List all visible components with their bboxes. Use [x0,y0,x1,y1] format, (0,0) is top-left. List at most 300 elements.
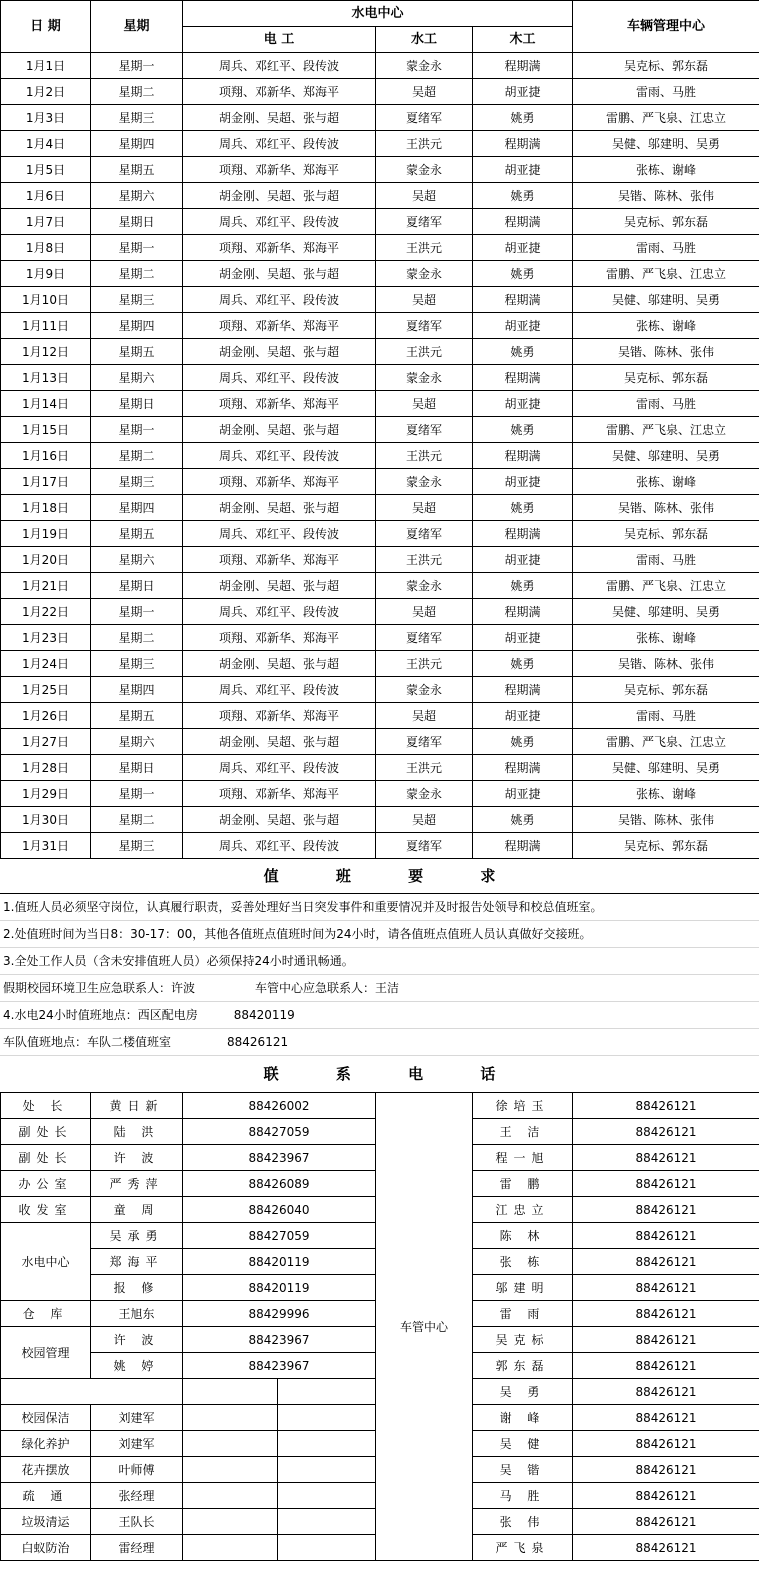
vehicle-staff-name: 吴 锴 [473,1457,573,1483]
fleet-duty-location: 车队值班地点：车队二楼值班室 [3,1035,172,1049]
plumber-cell: 王洪元 [376,547,473,573]
carpenter-cell: 程期满 [473,365,573,391]
plumber-cell: 王洪元 [376,755,473,781]
contacts-body [1,1093,759,1561]
vehicle-staff-cell: 张栋、谢峰 [573,157,759,183]
contact-dept: 办公室 [1,1171,91,1197]
contact-dept: 处 长 [1,1093,91,1119]
contact-name: 许 波 [91,1145,183,1171]
date-cell: 1月27日 [1,729,91,755]
date-cell: 1月15日 [1,417,91,443]
contact-phone: 88427059 [183,1223,376,1249]
table-row [1,599,759,625]
contact-name: 叶师傅 [91,1457,183,1483]
weekday-cell: 星期三 [91,469,183,495]
requirement-item-2: 2.处值班时间为当日8：30-17：00，其他各值班点值班时间为24小时，请各值班点值班人员认真做好交接班。 [0,921,759,948]
blank-cell [183,1431,278,1457]
electrician-cell: 项翔、邓新华、郑海平 [183,781,376,807]
plumber-cell: 夏绪军 [376,105,473,131]
vehicle-staff-cell: 雷雨、马胜 [573,79,759,105]
weekday-cell: 星期日 [91,755,183,781]
vehicle-staff-cell: 吴克标、郭东磊 [573,833,759,859]
date-cell: 1月24日 [1,651,91,677]
vehicle-staff-cell: 雷雨、马胜 [573,703,759,729]
contact-name: 雷经理 [91,1535,183,1561]
date-cell: 1月4日 [1,131,91,157]
blank-cell [278,1509,376,1535]
weekday-cell: 星期四 [91,313,183,339]
carpenter-cell: 姚勇 [473,339,573,365]
weekday-cell: 星期五 [91,339,183,365]
table-row [1,781,759,807]
vehicle-staff-cell: 吴克标、郭东磊 [573,677,759,703]
plumber-cell: 吴超 [376,495,473,521]
table-row [1,677,759,703]
contact-name: 陆 洪 [91,1119,183,1145]
plumber-cell: 夏绪军 [376,625,473,651]
plumber-cell: 夏绪军 [376,313,473,339]
weekday-cell: 星期日 [91,573,183,599]
vehicle-staff-cell: 张栋、谢峰 [573,469,759,495]
header-electrician: 电 工 [183,27,376,53]
contact-name: 吴承勇 [91,1223,183,1249]
contact-phone: 88427059 [183,1119,376,1145]
carpenter-cell: 程期满 [473,521,573,547]
vehicle-staff-name: 谢 峰 [473,1405,573,1431]
carpenter-cell: 程期满 [473,443,573,469]
table-row [1,391,759,417]
plumber-cell: 吴超 [376,183,473,209]
table-row [1,235,759,261]
electrician-cell: 周兵、邓红平、段传波 [183,521,376,547]
vehicle-staff-cell: 吴健、邬建明、吴勇 [573,287,759,313]
blank-cell [183,1509,278,1535]
weekday-cell: 星期二 [91,625,183,651]
table-row [1,729,759,755]
date-cell: 1月28日 [1,755,91,781]
weekday-cell: 星期六 [91,547,183,573]
weekday-cell: 星期四 [91,677,183,703]
contact-dept: 校园管理 [1,1327,91,1379]
weekday-cell: 星期二 [91,261,183,287]
table-row [1,807,759,833]
plumber-cell: 夏绪军 [376,729,473,755]
plumber-cell: 蒙金永 [376,53,473,79]
weekday-cell: 星期二 [91,79,183,105]
weekday-cell: 星期六 [91,729,183,755]
vehicle-staff-cell: 雷雨、马胜 [573,235,759,261]
plumber-cell: 吴超 [376,287,473,313]
vehicle-staff-name: 雷 鹏 [473,1171,573,1197]
carpenter-cell: 胡亚捷 [473,157,573,183]
contact-dept: 绿化养护 [1,1431,91,1457]
electrician-cell: 周兵、邓红平、段传波 [183,209,376,235]
plumber-cell: 蒙金永 [376,365,473,391]
weekday-cell: 星期六 [91,183,183,209]
date-cell: 1月13日 [1,365,91,391]
table-row [1,313,759,339]
table-row [1,547,759,573]
carpenter-cell: 程期满 [473,599,573,625]
contact-phone: 88423967 [183,1353,376,1379]
vehicle-staff-cell: 吴克标、郭东磊 [573,521,759,547]
electrician-cell: 周兵、邓红平、段传波 [183,755,376,781]
vehicle-staff-name: 邬建明 [473,1275,573,1301]
carpenter-cell: 程期满 [473,131,573,157]
blank-cell [183,1483,278,1509]
electrician-cell: 周兵、邓红平、段传波 [183,599,376,625]
electrician-cell: 周兵、邓红平、段传波 [183,131,376,157]
requirements-title: 值 班 要 求 [0,859,759,894]
vehicle-staff-name: 张 伟 [473,1509,573,1535]
vehicle-staff-name: 郭东磊 [473,1353,573,1379]
table-row [1,157,759,183]
vehicle-staff-name: 雷 雨 [473,1301,573,1327]
table-row [1,209,759,235]
vehicle-staff-cell: 吴克标、郭东磊 [573,53,759,79]
contact-name: 姚 婷 [91,1353,183,1379]
vehicle-staff-name: 徐培玉 [473,1093,573,1119]
date-cell: 1月31日 [1,833,91,859]
table-row [1,443,759,469]
contact-name: 王队长 [91,1509,183,1535]
plumber-cell: 夏绪军 [376,521,473,547]
contact-phone: 88420119 [183,1275,376,1301]
fleet-duty-phone: 88426121 [227,1035,289,1049]
vehicle-staff-phone: 88426121 [573,1197,759,1223]
weekday-cell: 星期四 [91,495,183,521]
date-cell: 1月16日 [1,443,91,469]
contact-dept: 副处长 [1,1145,91,1171]
date-cell: 1月25日 [1,677,91,703]
list-item [1,1093,759,1119]
contact-dept: 疏 通 [1,1483,91,1509]
utility-duty-location: 4.水电24小时值班地点：西区配电房 [3,1008,198,1022]
weekday-cell: 星期日 [91,391,183,417]
header-utility-center: 水电中心 [183,1,573,27]
date-cell: 1月3日 [1,105,91,131]
plumber-cell: 王洪元 [376,339,473,365]
electrician-cell: 胡金刚、吴超、张与超 [183,573,376,599]
vehicle-staff-name: 吴 健 [473,1431,573,1457]
vehicle-staff-cell: 雷鹏、严飞泉、江忠立 [573,417,759,443]
contact-name: 报 修 [91,1275,183,1301]
vehicle-staff-phone: 88426121 [573,1223,759,1249]
carpenter-cell: 姚勇 [473,495,573,521]
vehicle-staff-cell: 张栋、谢峰 [573,781,759,807]
vehicle-staff-phone: 88426121 [573,1327,759,1353]
date-cell: 1月8日 [1,235,91,261]
vehicle-staff-phone: 88426121 [573,1457,759,1483]
carpenter-cell: 胡亚捷 [473,79,573,105]
electrician-cell: 项翔、邓新华、郑海平 [183,547,376,573]
utility-duty-phone: 88420119 [233,1008,295,1022]
contact-dept: 校园保洁 [1,1405,91,1431]
electrician-cell: 周兵、邓红平、段传波 [183,677,376,703]
date-cell: 1月18日 [1,495,91,521]
plumber-cell: 王洪元 [376,131,473,157]
vehicle-staff-cell: 吴健、邬建明、吴勇 [573,599,759,625]
vehicle-staff-cell: 吴克标、郭东磊 [573,209,759,235]
contact-name: 许 波 [91,1327,183,1353]
carpenter-cell: 胡亚捷 [473,313,573,339]
date-cell: 1月22日 [1,599,91,625]
plumber-cell: 蒙金永 [376,469,473,495]
date-cell: 1月9日 [1,261,91,287]
plumber-cell: 吴超 [376,703,473,729]
weekday-cell: 星期一 [91,235,183,261]
electrician-cell: 周兵、邓红平、段传波 [183,833,376,859]
carpenter-cell: 胡亚捷 [473,625,573,651]
date-cell: 1月30日 [1,807,91,833]
plumber-cell: 王洪元 [376,235,473,261]
fleet-duty-line [0,1029,759,1056]
weekday-cell: 星期五 [91,521,183,547]
contact-name: 黄日新 [91,1093,183,1119]
table-row [1,833,759,859]
table-row [1,703,759,729]
plumber-cell: 王洪元 [376,651,473,677]
electrician-cell: 胡金刚、吴超、张与超 [183,651,376,677]
contact-name: 张经理 [91,1483,183,1509]
date-cell: 1月10日 [1,287,91,313]
table-row [1,79,759,105]
date-cell: 1月7日 [1,209,91,235]
contact-name: 郑海平 [91,1249,183,1275]
date-cell: 1月20日 [1,547,91,573]
date-cell: 1月2日 [1,79,91,105]
electrician-cell: 胡金刚、吴超、张与超 [183,183,376,209]
table-row [1,365,759,391]
vehicle-staff-phone: 88426121 [573,1483,759,1509]
carpenter-cell: 胡亚捷 [473,391,573,417]
vehicle-staff-cell: 雷鹏、严飞泉、江忠立 [573,105,759,131]
weekday-cell: 星期五 [91,703,183,729]
weekday-cell: 星期日 [91,209,183,235]
vehicle-staff-name: 严飞泉 [473,1535,573,1561]
plumber-cell: 吴超 [376,807,473,833]
table-row [1,469,759,495]
header-carpenter: 木工 [473,27,573,53]
header-date: 日 期 [1,1,91,53]
date-cell: 1月21日 [1,573,91,599]
table-row [1,287,759,313]
vehicle-staff-cell: 雷鹏、严飞泉、江忠立 [573,261,759,287]
vehicle-staff-phone: 88426121 [573,1249,759,1275]
vehicle-staff-name: 江忠立 [473,1197,573,1223]
electrician-cell: 胡金刚、吴超、张与超 [183,417,376,443]
plumber-cell: 夏绪军 [376,209,473,235]
vehicle-staff-name: 王 洁 [473,1119,573,1145]
weekday-cell: 星期三 [91,651,183,677]
blank-cell [1,1379,183,1405]
contact-phone: 88423967 [183,1327,376,1353]
plumber-cell: 蒙金永 [376,781,473,807]
vehicle-staff-phone: 88426121 [573,1431,759,1457]
date-cell: 1月6日 [1,183,91,209]
electrician-cell: 项翔、邓新华、郑海平 [183,235,376,261]
vehicle-staff-cell: 吴锴、陈林、张伟 [573,651,759,677]
requirement-item-1: 1.值班人员必须坚守岗位，认真履行职责，妥善处理好当日突发事件和重要情况并及时报告处领导和校总值班室。 [0,894,759,921]
table-row [1,131,759,157]
date-cell: 1月14日 [1,391,91,417]
electrician-cell: 胡金刚、吴超、张与超 [183,339,376,365]
carpenter-cell: 姚勇 [473,105,573,131]
vehicle-staff-phone: 88426121 [573,1379,759,1405]
plumber-cell: 吴超 [376,599,473,625]
electrician-cell: 项翔、邓新华、郑海平 [183,79,376,105]
table-row [1,53,759,79]
plumber-cell: 蒙金永 [376,573,473,599]
weekday-cell: 星期三 [91,287,183,313]
carpenter-cell: 姚勇 [473,729,573,755]
carpenter-cell: 程期满 [473,209,573,235]
vehicle-staff-name: 张 栋 [473,1249,573,1275]
contacts-table [0,1092,759,1561]
date-cell: 1月23日 [1,625,91,651]
contacts-title: 联 系 电 话 [263,1065,496,1083]
contact-dept: 仓 库 [1,1301,91,1327]
contact-phone: 88420119 [183,1249,376,1275]
electrician-cell: 胡金刚、吴超、张与超 [183,729,376,755]
vehicle-staff-cell: 吴健、邬建明、吴勇 [573,755,759,781]
vehicle-center-label: 车管中心 [376,1093,473,1561]
carpenter-cell: 姚勇 [473,261,573,287]
contact-phone: 88426040 [183,1197,376,1223]
date-cell: 1月26日 [1,703,91,729]
table-row [1,261,759,287]
blank-cell [183,1457,278,1483]
table-row [1,183,759,209]
weekday-cell: 星期二 [91,807,183,833]
electrician-cell: 胡金刚、吴超、张与超 [183,495,376,521]
contact-dept: 副处长 [1,1119,91,1145]
vehicle-staff-phone: 88426121 [573,1093,759,1119]
vehicle-staff-name: 吴 勇 [473,1379,573,1405]
electrician-cell: 项翔、邓新华、郑海平 [183,703,376,729]
vehicle-staff-cell: 吴锴、陈林、张伟 [573,339,759,365]
date-cell: 1月5日 [1,157,91,183]
blank-cell [278,1535,376,1561]
contact-phone: 88426002 [183,1093,376,1119]
plumber-cell: 夏绪军 [376,833,473,859]
electrician-cell: 周兵、邓红平、段传波 [183,365,376,391]
weekday-cell: 星期一 [91,417,183,443]
contact-dept: 白蚁防治 [1,1535,91,1561]
weekday-cell: 星期五 [91,157,183,183]
contact-phone: 88429996 [183,1301,376,1327]
table-row [1,339,759,365]
blank-cell [183,1379,278,1405]
weekday-cell: 星期一 [91,53,183,79]
electrician-cell: 项翔、邓新华、郑海平 [183,313,376,339]
electrician-cell: 胡金刚、吴超、张与超 [183,807,376,833]
vehicle-staff-phone: 88426121 [573,1119,759,1145]
contact-name: 王旭东 [91,1301,183,1327]
carpenter-cell: 胡亚捷 [473,235,573,261]
vehicle-staff-phone: 88426121 [573,1353,759,1379]
weekday-cell: 星期六 [91,365,183,391]
carpenter-cell: 胡亚捷 [473,781,573,807]
carpenter-cell: 程期满 [473,53,573,79]
carpenter-cell: 姚勇 [473,417,573,443]
plumber-cell: 蒙金永 [376,677,473,703]
table-row [1,105,759,131]
blank-cell [278,1379,376,1405]
carpenter-cell: 胡亚捷 [473,469,573,495]
electrician-cell: 周兵、邓红平、段传波 [183,53,376,79]
vehicle-staff-phone: 88426121 [573,1145,759,1171]
vehicle-staff-cell: 吴健、邬建明、吴勇 [573,131,759,157]
carpenter-cell: 姚勇 [473,651,573,677]
vehicle-staff-cell: 张栋、谢峰 [573,313,759,339]
vehicle-staff-phone: 88426121 [573,1405,759,1431]
vehicle-staff-name: 陈 林 [473,1223,573,1249]
plumber-cell: 王洪元 [376,443,473,469]
carpenter-cell: 姚勇 [473,183,573,209]
contact-name: 刘建军 [91,1405,183,1431]
vehicle-staff-cell: 吴锴、陈林、张伟 [573,183,759,209]
plumber-cell: 蒙金永 [376,261,473,287]
carpenter-cell: 程期满 [473,755,573,781]
electrician-cell: 项翔、邓新华、郑海平 [183,157,376,183]
vehicle-staff-name: 程一旭 [473,1145,573,1171]
electrician-cell: 胡金刚、吴超、张与超 [183,261,376,287]
carpenter-cell: 程期满 [473,677,573,703]
contact-dept: 水电中心 [1,1223,91,1301]
blank-cell [278,1483,376,1509]
contact-name: 童 周 [91,1197,183,1223]
table-row [1,495,759,521]
table-row [1,521,759,547]
electrician-cell: 项翔、邓新华、郑海平 [183,469,376,495]
weekday-cell: 星期一 [91,781,183,807]
electrician-cell: 项翔、邓新华、郑海平 [183,625,376,651]
vehicle-staff-cell: 雷鹏、严飞泉、江忠立 [573,729,759,755]
weekday-cell: 星期三 [91,105,183,131]
date-cell: 1月19日 [1,521,91,547]
vehicle-staff-name: 马 胜 [473,1483,573,1509]
header-vehicle-center: 车辆管理中心 [573,1,759,53]
blank-cell [278,1405,376,1431]
vehicle-staff-cell: 雷雨、马胜 [573,391,759,417]
carpenter-cell: 胡亚捷 [473,703,573,729]
table-row [1,755,759,781]
plumber-cell: 夏绪军 [376,417,473,443]
plumber-cell: 吴超 [376,79,473,105]
weekday-cell: 星期三 [91,833,183,859]
blank-cell [183,1535,278,1561]
carpenter-cell: 姚勇 [473,573,573,599]
requirement-item-4 [0,1002,759,1029]
contact-phone: 88426089 [183,1171,376,1197]
blank-cell [278,1431,376,1457]
contact-dept: 收发室 [1,1197,91,1223]
date-cell: 1月1日 [1,53,91,79]
electrician-cell: 周兵、邓红平、段传波 [183,443,376,469]
vehicle-staff-name: 吴克标 [473,1327,573,1353]
blank-cell [278,1457,376,1483]
electrician-cell: 项翔、邓新华、郑海平 [183,391,376,417]
electrician-cell: 周兵、邓红平、段传波 [183,287,376,313]
vehicle-staff-cell: 吴锴、陈林、张伟 [573,495,759,521]
date-cell: 1月11日 [1,313,91,339]
duty-requirements [0,859,759,1092]
weekday-cell: 星期一 [91,599,183,625]
contact-name: 刘建军 [91,1431,183,1457]
plumber-cell: 蒙金永 [376,157,473,183]
carpenter-cell: 胡亚捷 [473,547,573,573]
